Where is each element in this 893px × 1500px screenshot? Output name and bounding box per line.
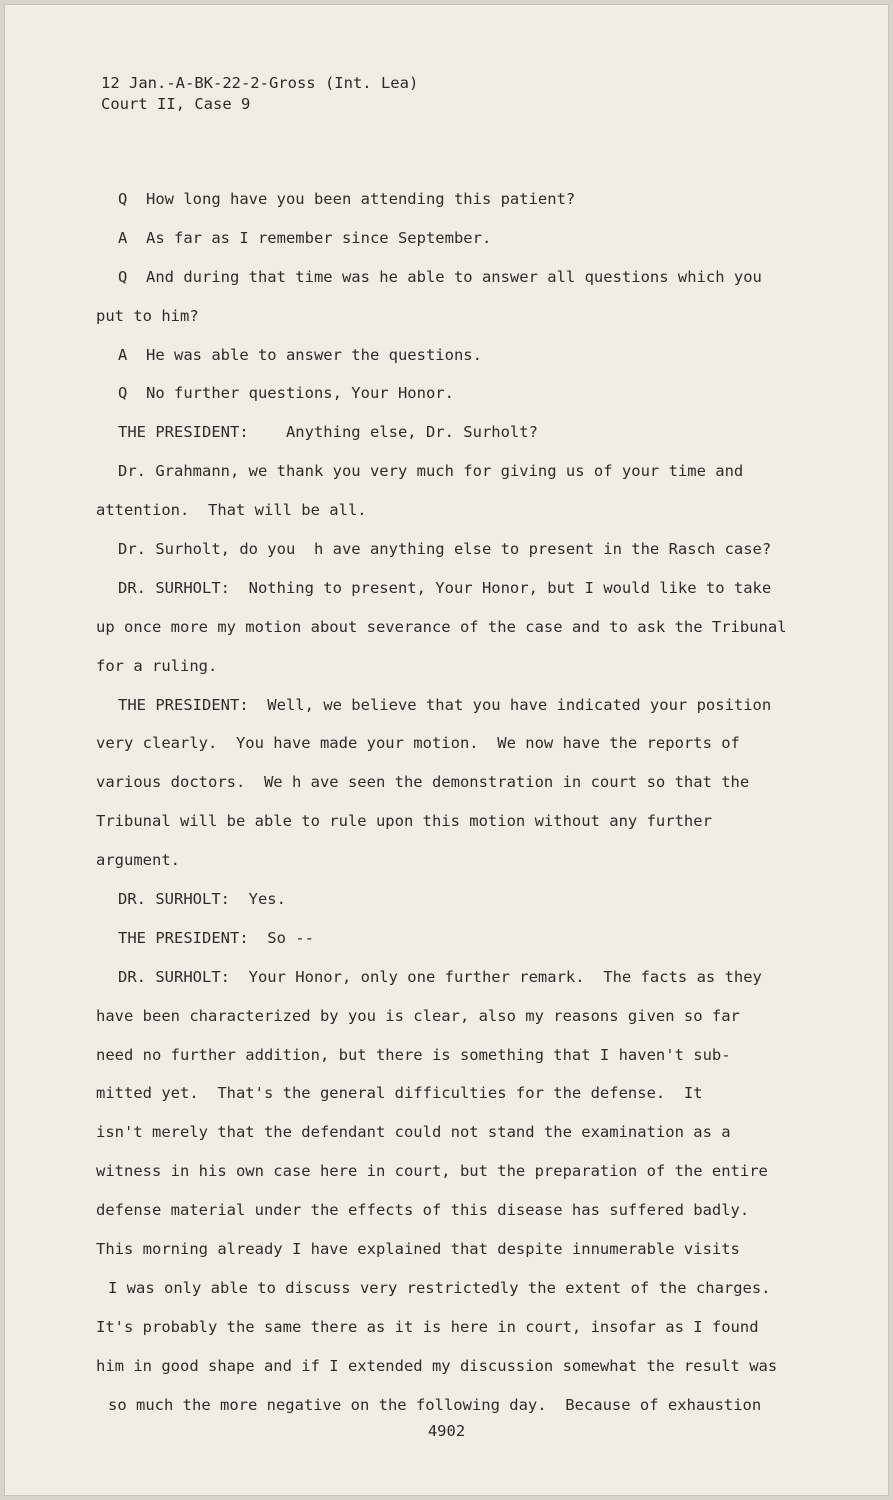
transcript-line: A As far as I remember since September. bbox=[118, 228, 492, 247]
transcript-line: have been characterized by you is clear, also my reasons given so far bbox=[96, 1006, 740, 1025]
header-reference: 12 Jan.-A-BK-22-2-Gross (Int. Lea) bbox=[101, 74, 419, 92]
transcript-line: DR. SURHOLT: Nothing to present, Your Honor, but I would like to take bbox=[118, 578, 772, 597]
transcript-line: DR. SURHOLT: Yes. bbox=[118, 890, 286, 909]
page-number: 4902 bbox=[427, 1422, 466, 1440]
document-header bbox=[101, 73, 418, 115]
transcript-line: for a ruling. bbox=[96, 656, 218, 675]
transcript-line: A He was able to answer the questions. bbox=[118, 345, 482, 364]
transcript-line: THE PRESIDENT: So -- bbox=[118, 928, 314, 947]
transcript-body bbox=[96, 180, 836, 1425]
transcript-line: various doctors. We h ave seen the demonstration in court so that the bbox=[96, 773, 750, 792]
transcript-line: attention. That will be all. bbox=[96, 501, 367, 520]
header-court-case: Court II, Case 9 bbox=[101, 95, 251, 113]
transcript-line: This morning already I have explained that despite innumerable visits bbox=[96, 1240, 740, 1259]
transcript-line: Dr. Surholt, do you h ave anything else to present in the Rasch case? bbox=[118, 540, 772, 559]
transcript-line: up once more my motion about severance of the case and to ask the Tribunal bbox=[96, 617, 787, 636]
transcript-line: him in good shape and if I extended my discussion somewhat the result was bbox=[96, 1356, 778, 1375]
transcript-line: I was only able to discuss very restrictedly the extent of the charges. bbox=[108, 1278, 771, 1297]
transcript-line: isn't merely that the defendant could not stand the examination as a bbox=[96, 1123, 731, 1142]
transcript-line: Q And during that time was he able to answer all questions which you bbox=[118, 267, 762, 286]
transcript-line: Tribunal will be able to rule upon this motion without any further bbox=[96, 812, 712, 831]
transcript-line: THE PRESIDENT: Well, we believe that you have indicated your position bbox=[118, 695, 772, 714]
transcript-line: need no further addition, but there is something that I haven't sub- bbox=[96, 1045, 731, 1064]
transcript-line: put to him? bbox=[96, 306, 199, 325]
transcript-line: argument. bbox=[96, 851, 180, 870]
transcript-line: DR. SURHOLT: Your Honor, only one further remark. The facts as they bbox=[118, 967, 762, 986]
transcript-line: Q No further questions, Your Honor. bbox=[118, 384, 454, 403]
transcript-line: It's probably the same there as it is here in court, insofar as I found bbox=[96, 1317, 759, 1336]
transcript-line: very clearly. You have made your motion. We now have the reports of bbox=[96, 734, 740, 753]
transcript-line: Q How long have you been attending this patient? bbox=[118, 190, 576, 208]
transcript-line: so much the more negative on the following day. Because of exhaustion bbox=[108, 1395, 762, 1414]
transcript-line: witness in his own case here in court, but the preparation of the entire bbox=[96, 1162, 768, 1181]
transcript-line: THE PRESIDENT: Anything else, Dr. Surholt? bbox=[118, 423, 538, 442]
transcript-line: defense material under the effects of this disease has suffered badly. bbox=[96, 1201, 750, 1220]
transcript-line: Dr. Grahmann, we thank you very much for giving us of your time and bbox=[118, 462, 744, 481]
transcript-line: mitted yet. That's the general difficulties for the defense. It bbox=[96, 1084, 703, 1103]
